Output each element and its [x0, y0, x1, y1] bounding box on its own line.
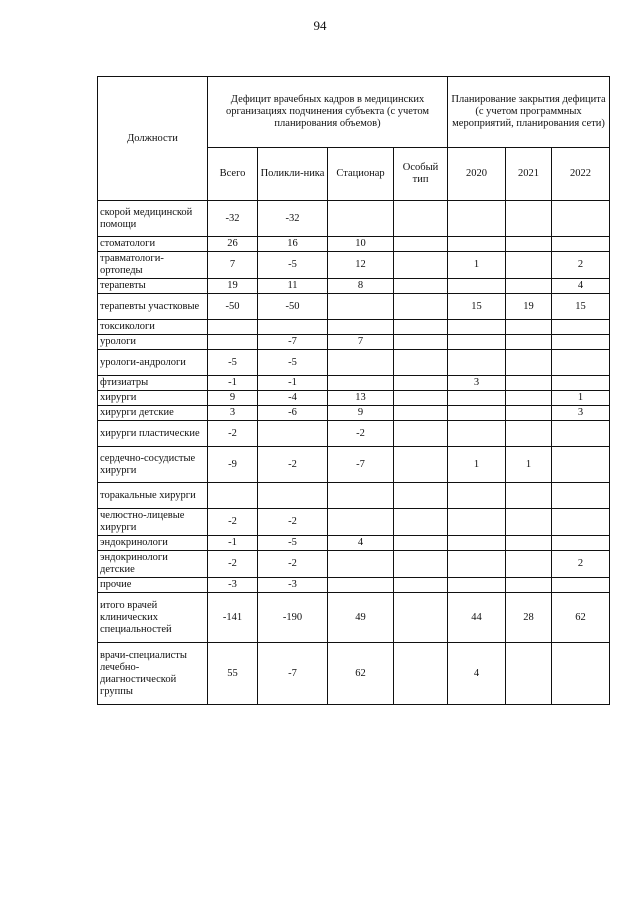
table-cell	[448, 350, 506, 376]
table-cell	[208, 335, 258, 350]
table-cell	[394, 643, 448, 705]
table-cell	[506, 578, 552, 593]
table-cell: -6	[258, 406, 328, 421]
row-label: врачи-специалисты лечебно-диагностической группы	[98, 643, 208, 705]
table-cell	[394, 252, 448, 279]
table-cell: 1	[448, 252, 506, 279]
table-cell: -5	[258, 536, 328, 551]
table-cell: 2	[552, 252, 610, 279]
table-cell	[552, 509, 610, 536]
row-label: фтизиатры	[98, 376, 208, 391]
row-label: хирурги детские	[98, 406, 208, 421]
table-cell	[394, 376, 448, 391]
table-cell	[328, 320, 394, 335]
table-cell	[506, 237, 552, 252]
table-row	[98, 320, 610, 335]
header-total: Всего	[208, 148, 258, 201]
header-polyclinic: Поликли-ника	[258, 148, 328, 201]
table-cell: 2	[552, 551, 610, 578]
table-cell	[394, 483, 448, 509]
table-cell	[506, 406, 552, 421]
row-label: эндокринологи	[98, 536, 208, 551]
table-cell	[448, 483, 506, 509]
table-cell: 4	[448, 643, 506, 705]
table-cell	[448, 509, 506, 536]
table-cell	[506, 551, 552, 578]
row-label: итого врачей клинических специальностей	[98, 593, 208, 643]
table-cell: -9	[208, 447, 258, 483]
table-cell	[506, 483, 552, 509]
table-cell: -141	[208, 593, 258, 643]
table-cell	[394, 201, 448, 237]
table-cell: -5	[208, 350, 258, 376]
row-label: скорой медицинской помощи	[98, 201, 208, 237]
table-row	[98, 593, 610, 643]
table-cell: 10	[328, 237, 394, 252]
table-cell	[552, 643, 610, 705]
table-cell	[328, 350, 394, 376]
table-cell	[328, 551, 394, 578]
table-cell	[552, 376, 610, 391]
table-cell	[394, 447, 448, 483]
row-label: травматологи-ортопеды	[98, 252, 208, 279]
header-deficit: Дефицит врачебных кадров в медицинских организациях подчинения субъекта (с учетом планирования объемов)	[208, 77, 448, 148]
table-cell: -2	[208, 421, 258, 447]
table-cell	[394, 578, 448, 593]
table-cell	[506, 335, 552, 350]
table-cell	[506, 376, 552, 391]
table-cell: 19	[506, 294, 552, 320]
table-cell: 7	[208, 252, 258, 279]
table-cell	[394, 279, 448, 294]
table-cell	[328, 509, 394, 536]
table-cell	[394, 421, 448, 447]
table-cell	[394, 509, 448, 536]
table-row	[98, 643, 610, 705]
row-label: токсикологи	[98, 320, 208, 335]
table-cell: -2	[328, 421, 394, 447]
table-cell: 11	[258, 279, 328, 294]
table-cell: 4	[328, 536, 394, 551]
table-cell	[448, 536, 506, 551]
table-cell: 7	[328, 335, 394, 350]
table-cell	[394, 335, 448, 350]
table-cell	[506, 391, 552, 406]
table-cell: 9	[328, 406, 394, 421]
table-cell	[258, 483, 328, 509]
table-cell	[506, 350, 552, 376]
row-label: терапевты участковые	[98, 294, 208, 320]
table-cell	[448, 279, 506, 294]
table-row	[98, 201, 610, 237]
table-cell	[506, 536, 552, 551]
table-cell: -7	[328, 447, 394, 483]
row-label: стоматологи	[98, 237, 208, 252]
header-plan: Планирование закрытия дефицита (с учетом программных мероприятий, планирования сети)	[448, 77, 610, 148]
table-row	[98, 279, 610, 294]
table-cell	[552, 578, 610, 593]
row-label: челюстно-лицевые хирурги	[98, 509, 208, 536]
table-cell	[448, 335, 506, 350]
row-label: урологи-андрологи	[98, 350, 208, 376]
row-label: терапевты	[98, 279, 208, 294]
table-cell: -2	[258, 551, 328, 578]
table-row	[98, 294, 610, 320]
table-cell	[394, 237, 448, 252]
header-2021: 2021	[506, 148, 552, 201]
table-cell	[208, 483, 258, 509]
table-cell	[394, 320, 448, 335]
table-cell	[448, 201, 506, 237]
table-cell: 62	[552, 593, 610, 643]
table-cell: 15	[552, 294, 610, 320]
table-cell	[394, 391, 448, 406]
table-cell: 3	[552, 406, 610, 421]
table-cell	[328, 201, 394, 237]
table-cell	[328, 294, 394, 320]
table-cell	[208, 320, 258, 335]
row-label: сердечно-сосудистые хирурги	[98, 447, 208, 483]
table-cell: 16	[258, 237, 328, 252]
table-row	[98, 536, 610, 551]
table-cell	[258, 421, 328, 447]
table-cell	[552, 320, 610, 335]
table-cell: -4	[258, 391, 328, 406]
table-cell	[506, 279, 552, 294]
table-cell	[552, 335, 610, 350]
table-cell	[328, 578, 394, 593]
table-cell: -5	[258, 350, 328, 376]
table-cell: -1	[208, 536, 258, 551]
table-row	[98, 376, 610, 391]
table-cell: -3	[258, 578, 328, 593]
table-cell	[394, 406, 448, 421]
table-row	[98, 350, 610, 376]
header-hospital: Стационар	[328, 148, 394, 201]
table-cell	[552, 350, 610, 376]
table-cell: 28	[506, 593, 552, 643]
table-cell: -7	[258, 643, 328, 705]
table-row	[98, 447, 610, 483]
row-label: хирурги пластические	[98, 421, 208, 447]
table-cell: 26	[208, 237, 258, 252]
table-cell: -2	[208, 551, 258, 578]
table-cell: 12	[328, 252, 394, 279]
table-cell: -1	[208, 376, 258, 391]
table-cell	[506, 643, 552, 705]
table-cell: -50	[208, 294, 258, 320]
header-position: Должности	[98, 77, 208, 201]
table-cell: 19	[208, 279, 258, 294]
table-cell	[552, 237, 610, 252]
table-cell	[552, 483, 610, 509]
table-cell	[394, 350, 448, 376]
table-cell	[448, 237, 506, 252]
table-cell: 3	[208, 406, 258, 421]
row-label: урологи	[98, 335, 208, 350]
row-label: торакальные хирурги	[98, 483, 208, 509]
table-cell: -5	[258, 252, 328, 279]
table-cell: 62	[328, 643, 394, 705]
table-cell	[448, 391, 506, 406]
table-row	[98, 406, 610, 421]
page-number: 94	[313, 18, 327, 33]
table-cell	[552, 536, 610, 551]
table-cell: 3	[448, 376, 506, 391]
table-row	[98, 237, 610, 252]
header-2020: 2020	[448, 148, 506, 201]
table-body	[98, 201, 610, 705]
table-cell: 44	[448, 593, 506, 643]
table-cell: 49	[328, 593, 394, 643]
table-row	[98, 421, 610, 447]
table-cell	[552, 201, 610, 237]
table-cell	[506, 421, 552, 447]
table-cell	[506, 320, 552, 335]
table-cell	[394, 551, 448, 578]
table-cell: 13	[328, 391, 394, 406]
table-cell: -2	[208, 509, 258, 536]
table-cell	[552, 447, 610, 483]
table-row	[98, 335, 610, 350]
table-cell: 1	[506, 447, 552, 483]
row-label: эндокринологи детские	[98, 551, 208, 578]
table-cell	[506, 509, 552, 536]
table-cell	[448, 320, 506, 335]
table-cell: 55	[208, 643, 258, 705]
table-cell	[394, 294, 448, 320]
table-cell	[394, 536, 448, 551]
table-cell: -1	[258, 376, 328, 391]
table-cell: -50	[258, 294, 328, 320]
table-cell	[552, 421, 610, 447]
table-row	[98, 483, 610, 509]
table-cell: -2	[258, 509, 328, 536]
table-cell: -190	[258, 593, 328, 643]
row-label: хирурги	[98, 391, 208, 406]
table-row	[98, 252, 610, 279]
row-label: прочие	[98, 578, 208, 593]
table-cell: -7	[258, 335, 328, 350]
table-cell: 1	[552, 391, 610, 406]
table-cell: -32	[208, 201, 258, 237]
table-cell: -2	[258, 447, 328, 483]
staff-deficit-table	[97, 76, 610, 705]
header-2022: 2022	[552, 148, 610, 201]
table-cell: 8	[328, 279, 394, 294]
table-row	[98, 578, 610, 593]
table-cell: 15	[448, 294, 506, 320]
table-cell	[506, 201, 552, 237]
table-cell	[328, 483, 394, 509]
table-cell	[448, 551, 506, 578]
table-cell: -32	[258, 201, 328, 237]
table-row	[98, 509, 610, 536]
table-cell	[328, 376, 394, 391]
table-cell	[394, 593, 448, 643]
table-cell	[448, 406, 506, 421]
header-special-type: Особый тип	[394, 148, 448, 201]
table-cell	[506, 252, 552, 279]
table-row	[98, 391, 610, 406]
table-cell: 1	[448, 447, 506, 483]
table-cell	[258, 320, 328, 335]
table-cell: 9	[208, 391, 258, 406]
table-row	[98, 551, 610, 578]
table-cell	[448, 421, 506, 447]
table-cell	[448, 578, 506, 593]
table-cell: -3	[208, 578, 258, 593]
table-cell: 4	[552, 279, 610, 294]
